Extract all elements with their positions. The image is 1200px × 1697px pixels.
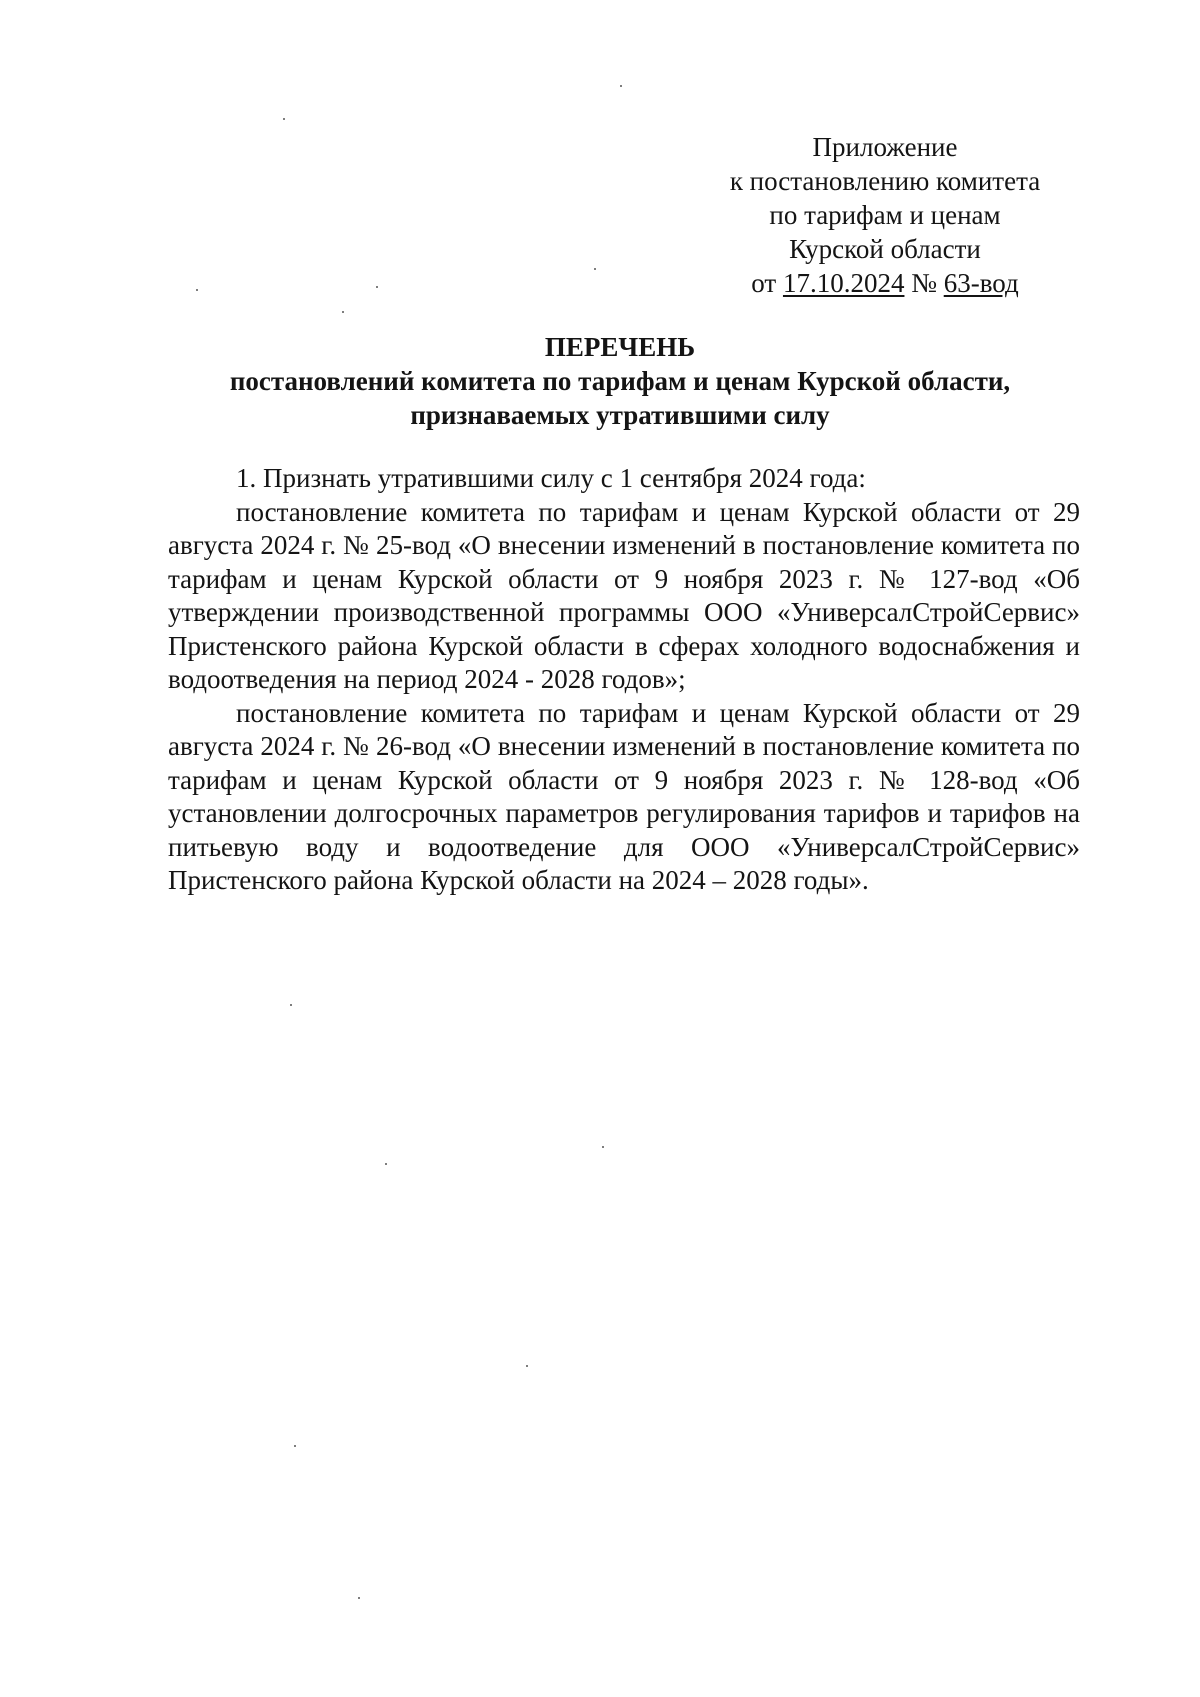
paragraph-1: постановление комитета по тарифам и ценам Курской области от 29 августа 2024 г. № 25-вод «О внесении изменений в постановление комитета по тарифам и ценам Курской области от 9 ноября 2023 г. № 127-вод «Об утверждении производственной программы ООО «УниверсалСтройСервис» Пристенского района Курской области в сферах холодного водоснабжения и водоотведения на период 2024 - 2028 годов»;	[168, 496, 1080, 694]
scan-speck	[620, 85, 622, 87]
scan-speck	[376, 286, 378, 288]
item-1: 1. Признать утратившими силу с 1 сентября 2024 года:	[236, 463, 866, 493]
annex-line-4: Курской области	[789, 234, 981, 264]
annex-date: 17.10.2024	[782, 268, 905, 298]
annex-date-prefix: от	[751, 268, 783, 298]
title-heading: ПЕРЕЧЕНЬ	[544, 332, 696, 362]
scan-speck	[385, 1163, 387, 1165]
document-body	[168, 462, 1080, 898]
title-subtitle-line-1: постановлений комитета по тарифам и ценам Курской области,	[229, 366, 1011, 396]
document-title	[160, 330, 1080, 432]
scan-speck	[196, 289, 198, 291]
paragraph-2: постановление комитета по тарифам и ценам Курской области от 29 августа 2024 г. № 26-вод «О внесении изменений в постановление комитета по тарифам и ценам Курской области от 9 ноября 2023 г. № 128-вод «Об установлении долгосрочных параметров регулирования тарифов и тарифов на питьевую воду и водоотведение для ООО «УниверсалСтройСервис» Пристенского района Курской области на 2024 – 2028 годы».	[168, 697, 1080, 895]
scan-speck	[342, 311, 344, 313]
annex-number: 63-вод	[943, 268, 1019, 298]
scan-speck	[526, 1365, 528, 1367]
scan-speck	[602, 1146, 604, 1148]
scan-speck	[283, 118, 285, 120]
scan-speck	[594, 268, 596, 270]
scan-speck	[290, 1004, 292, 1006]
annex-title: Приложение	[812, 132, 958, 162]
scan-speck	[294, 1445, 296, 1447]
annex-date-line	[700, 266, 1070, 300]
annex-line-3: по тарифам и ценам	[769, 200, 1001, 230]
title-subtitle-line-2: признаваемых утратившими силу	[410, 400, 830, 430]
scan-speck	[358, 1597, 360, 1599]
annex-number-prefix: №	[904, 268, 944, 298]
annex-line-2: к постановлению комитета	[729, 166, 1041, 196]
annex-header	[700, 130, 1070, 300]
